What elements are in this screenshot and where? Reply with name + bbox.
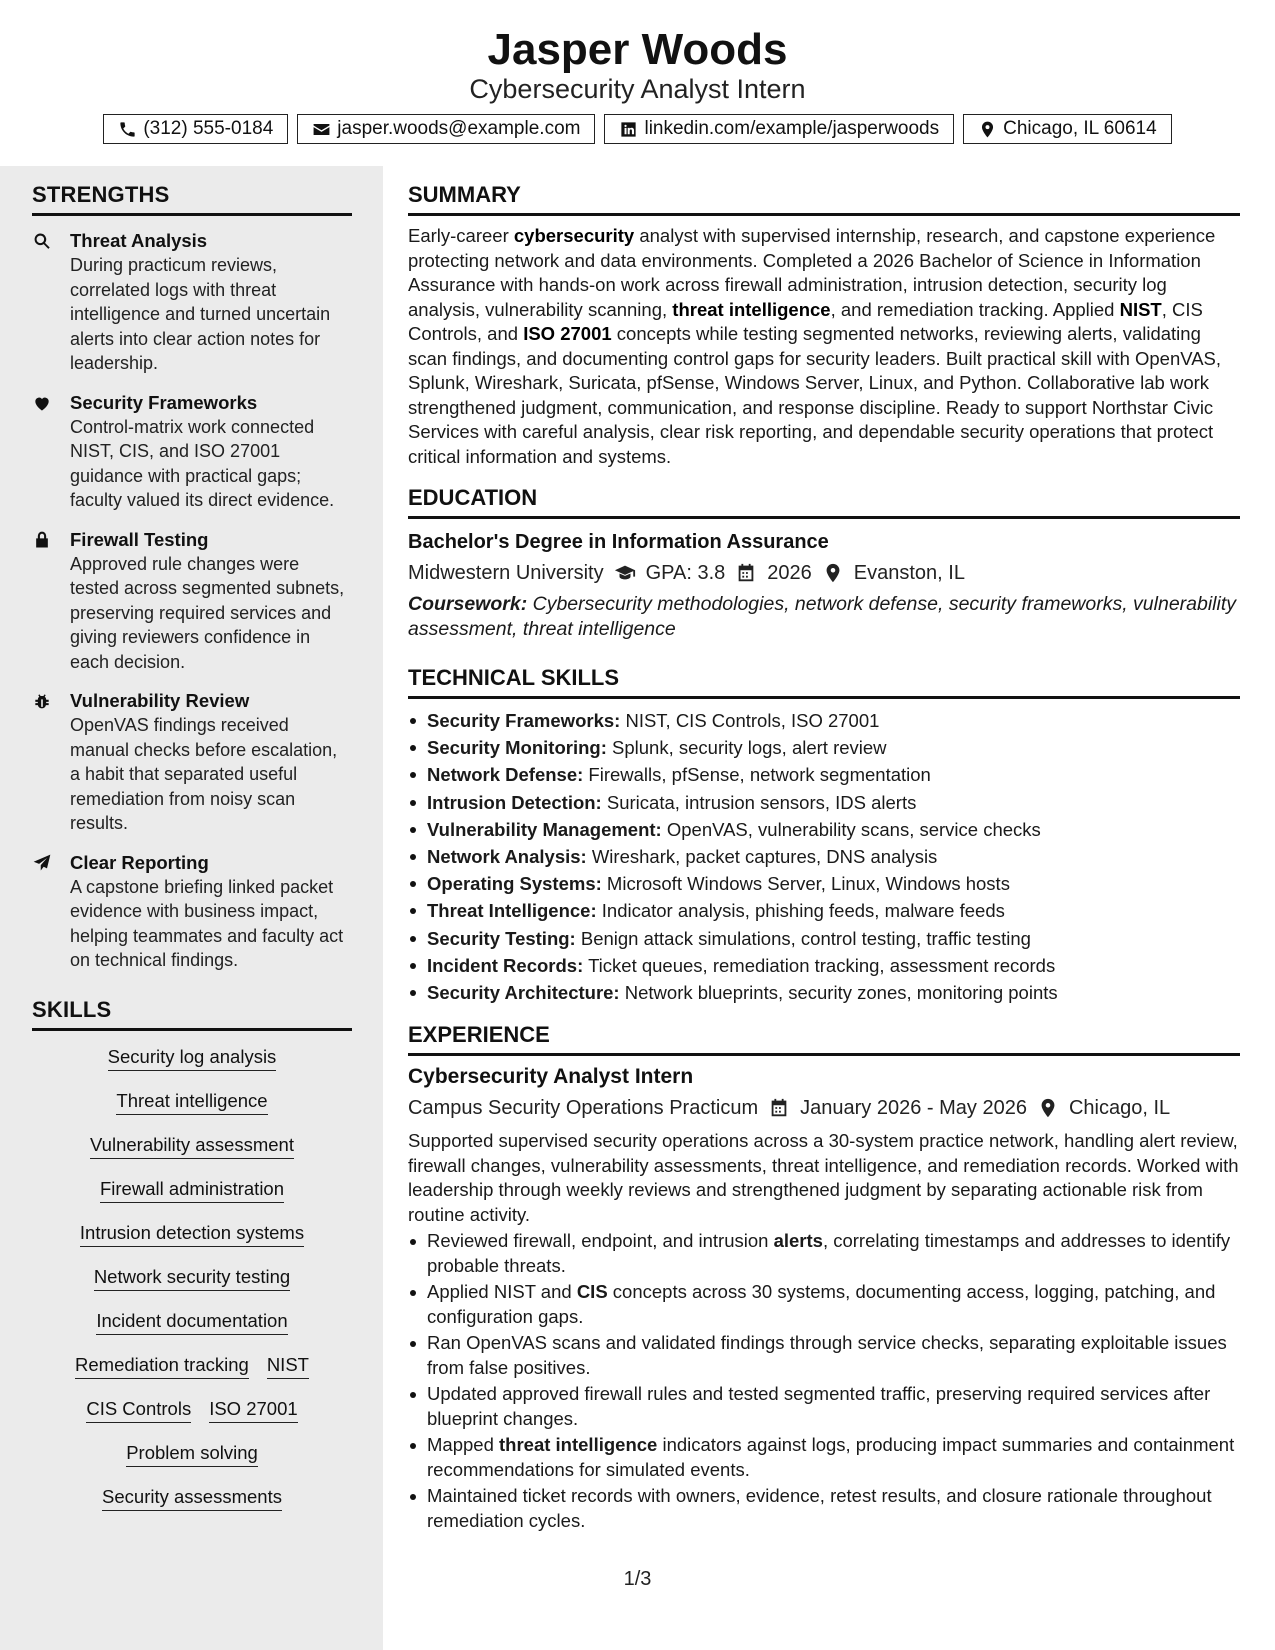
list-item: Updated approved firewall rules and tested segmented traffic, preserving required services after blueprint changes. bbox=[408, 1382, 1240, 1431]
job-description: Supported supervised security operations across a 30-system practice network, handling alert review, firewall changes, vulnerability assessments, threat intelligence, and remediation records. Worked with leadership through weekly reviews and strengthened judgment by separating actionable risk from routine activity. bbox=[408, 1130, 1239, 1225]
technical-skills-list bbox=[408, 707, 1240, 1006]
list-item: Applied NIST and CIS concepts across 30 systems, documenting access, logging, patching, and configuration gaps. bbox=[408, 1280, 1240, 1329]
experience-rule bbox=[408, 1053, 1240, 1056]
strength-item bbox=[32, 527, 352, 675]
candidate-name: Jasper Woods bbox=[487, 25, 788, 74]
job-meta bbox=[408, 1093, 1240, 1123]
strengths-rule bbox=[32, 213, 352, 216]
coursework-text: Cybersecurity methodologies, network defense, security frameworks, vulnerability assessment, threat intelligence bbox=[408, 593, 1237, 640]
strength-title: Firewall Testing bbox=[70, 528, 209, 550]
candidate-title: Cybersecurity Analyst Intern bbox=[469, 74, 806, 104]
list-item: Threat Intelligence: Indicator analysis, phishing feeds, malware feeds bbox=[408, 897, 1240, 924]
list-item: Security Monitoring: Splunk, security logs, alert review bbox=[408, 734, 1240, 761]
skill-tag: Threat intelligence bbox=[116, 1089, 267, 1115]
coursework-label: Coursework: bbox=[408, 593, 528, 615]
technical-skills-rule bbox=[408, 696, 1240, 699]
contact-phone-text: (312) 555-0184 bbox=[143, 118, 274, 139]
job-dates: January 2026 - May 2026 bbox=[800, 1097, 1027, 1120]
linkedin-icon bbox=[619, 120, 638, 139]
skill-tag: Security log analysis bbox=[108, 1045, 277, 1071]
right-column bbox=[408, 180, 1240, 1535]
education-section bbox=[408, 483, 1240, 641]
strength-desc: Approved rule changes were tested across segmented subnets, preserving required services and giving reviewers confidence in each decision. bbox=[70, 553, 345, 672]
paper-plane-icon bbox=[32, 853, 52, 873]
strength-title: Clear Reporting bbox=[70, 851, 209, 873]
graduation-year: 2026 bbox=[767, 562, 812, 584]
list-item: Reviewed firewall, endpoint, and intrusion alerts, correlating timestamps and addresses to identify probable threats. bbox=[408, 1229, 1240, 1278]
left-column bbox=[32, 180, 352, 1529]
summary-rule bbox=[408, 213, 1240, 216]
coursework bbox=[408, 592, 1240, 641]
skill-tag: ISO 27001 bbox=[209, 1397, 297, 1423]
page-number: 1/3 bbox=[623, 1568, 652, 1590]
technical-skills-section bbox=[408, 663, 1240, 1006]
job-bullets bbox=[408, 1229, 1240, 1533]
list-item: Vulnerability Management: OpenVAS, vulnerability scans, service checks bbox=[408, 816, 1240, 843]
summary-heading: SUMMARY bbox=[408, 182, 521, 207]
skill-tag: Firewall administration bbox=[100, 1177, 284, 1203]
contact-linkedin[interactable] bbox=[604, 114, 954, 144]
education-heading: EDUCATION bbox=[408, 485, 538, 510]
heart-icon bbox=[32, 393, 52, 413]
search-icon bbox=[32, 231, 52, 251]
skill-tag: Security assessments bbox=[102, 1485, 282, 1511]
school-name: Midwestern University bbox=[408, 562, 604, 584]
list-item: Network Defense: Firewalls, pfSense, network segmentation bbox=[408, 761, 1240, 788]
degree-title: Bachelor's Degree in Information Assurance bbox=[408, 531, 829, 553]
summary-text: Early-career cybersecurity analyst with supervised internship, research, and capstone experience protecting network and data environments. Completed a 2026 Bachelor of Science in Information Assurance with hands-on work across firewall administration, intrusion detection, security log analysis, vulnerability scanning, threat intelligence, and remediation tracking. Applied NIST, CIS Controls, and ISO 27001 concepts while testing segmented networks, reviewing alerts, validating scan findings, and documenting control gaps for security leaders. Built practical skill with OpenVAS, Splunk, Wireshark, Suricata, pfSense, Windows Server, Linux, and Python. Collaborative lab work strengthened judgment, communication, and response discipline. Ready to support Northstar Civic Services with careful analysis, clear risk reporting, and dependable security operations that protect critical information and systems. bbox=[408, 225, 1222, 467]
experience-heading: EXPERIENCE bbox=[408, 1022, 550, 1048]
experience-section bbox=[408, 1020, 1240, 1533]
list-item: Security Testing: Benign attack simulations, control testing, traffic testing bbox=[408, 925, 1240, 952]
list-item: Maintained ticket records with owners, evidence, retest results, and closure rationale throughout remediation cycles. bbox=[408, 1484, 1240, 1533]
skill-tag: Problem solving bbox=[126, 1441, 258, 1467]
skill-tag: Remediation tracking bbox=[75, 1353, 249, 1379]
strength-item bbox=[32, 850, 352, 973]
skill-tag: Incident documentation bbox=[96, 1309, 287, 1335]
calendar-icon bbox=[768, 1097, 790, 1119]
list-item: Security Frameworks: NIST, CIS Controls, ISO 27001 bbox=[408, 707, 1240, 734]
contact-email-text: jasper.woods@example.com bbox=[337, 118, 581, 139]
contact-bar bbox=[0, 114, 1275, 144]
skill-tag: NIST bbox=[267, 1353, 309, 1379]
school-location: Evanston, IL bbox=[853, 562, 965, 584]
list-item: Operating Systems: Microsoft Windows Server, Linux, Windows hosts bbox=[408, 870, 1240, 897]
list-item: Security Architecture: Network blueprints, security zones, monitoring points bbox=[408, 979, 1240, 1006]
skill-tag: CIS Controls bbox=[86, 1397, 191, 1423]
job-organization: Campus Security Operations Practicum bbox=[408, 1097, 759, 1120]
list-item: Incident Records: Ticket queues, remediation tracking, assessment records bbox=[408, 952, 1240, 979]
job-location: Chicago, IL bbox=[1068, 1097, 1171, 1120]
strength-desc: A capstone briefing linked packet evidence with business impact, helping teammates and faculty act on technical findings. bbox=[70, 876, 344, 970]
education-meta bbox=[408, 558, 1240, 588]
skills-section bbox=[32, 995, 352, 1529]
technical-skills-heading: TECHNICAL SKILLS bbox=[408, 665, 620, 690]
skill-tag: Network security testing bbox=[94, 1265, 290, 1291]
strength-title: Threat Analysis bbox=[70, 230, 208, 251]
map-pin-icon bbox=[822, 562, 844, 584]
skills-heading: SKILLS bbox=[32, 996, 112, 1022]
strength-desc: Control-matrix work connected NIST, CIS, and ISO 27001 guidance with practical gaps; faculty valued its direct evidence. bbox=[70, 416, 335, 510]
skill-tag: Vulnerability assessment bbox=[90, 1133, 294, 1159]
strengths-list bbox=[32, 228, 352, 973]
strength-title: Vulnerability Review bbox=[70, 690, 250, 711]
phone-icon bbox=[118, 120, 137, 139]
map-pin-icon bbox=[1037, 1097, 1059, 1119]
list-item: Ran OpenVAS scans and validated findings through service checks, separating exploitable issues from false positives. bbox=[408, 1331, 1240, 1380]
contact-phone[interactable] bbox=[103, 114, 288, 144]
gpa: GPA: 3.8 bbox=[645, 562, 726, 584]
job-title: Cybersecurity Analyst Intern bbox=[408, 1065, 694, 1089]
strength-item bbox=[32, 228, 352, 376]
education-rule bbox=[408, 516, 1240, 519]
skills-list bbox=[32, 1045, 352, 1529]
calendar-icon bbox=[735, 562, 757, 584]
skills-rule bbox=[32, 1028, 352, 1031]
graduation-cap-icon bbox=[614, 562, 636, 584]
contact-location bbox=[963, 114, 1172, 144]
contact-email[interactable] bbox=[297, 114, 595, 144]
strengths-heading: STRENGTHS bbox=[32, 182, 170, 207]
list-item: Network Analysis: Wireshark, packet captures, DNS analysis bbox=[408, 843, 1240, 870]
map-pin-icon bbox=[978, 120, 997, 139]
skill-tag: Intrusion detection systems bbox=[80, 1221, 304, 1247]
list-item: Intrusion Detection: Suricata, intrusion sensors, IDS alerts bbox=[408, 789, 1240, 816]
strength-title: Security Frameworks bbox=[70, 391, 258, 413]
lock-icon bbox=[32, 530, 52, 550]
strength-item bbox=[32, 688, 352, 836]
strength-item bbox=[32, 390, 352, 513]
contact-location-text: Chicago, IL 60614 bbox=[1003, 118, 1157, 139]
bug-icon bbox=[32, 691, 52, 711]
strength-desc: During practicum reviews, correlated logs with threat intelligence and turned uncertain alerts into clear action notes for leadership. bbox=[70, 255, 331, 373]
list-item: Mapped threat intelligence indicators against logs, producing impact summaries and containment recommendations for simulated events. bbox=[408, 1433, 1240, 1482]
contact-linkedin-text: linkedin.com/example/jasperwoods bbox=[644, 118, 940, 139]
envelope-icon bbox=[312, 120, 331, 139]
strength-desc: OpenVAS findings received manual checks before escalation, a habit that separated useful remediation from noisy scan results. bbox=[70, 715, 338, 833]
